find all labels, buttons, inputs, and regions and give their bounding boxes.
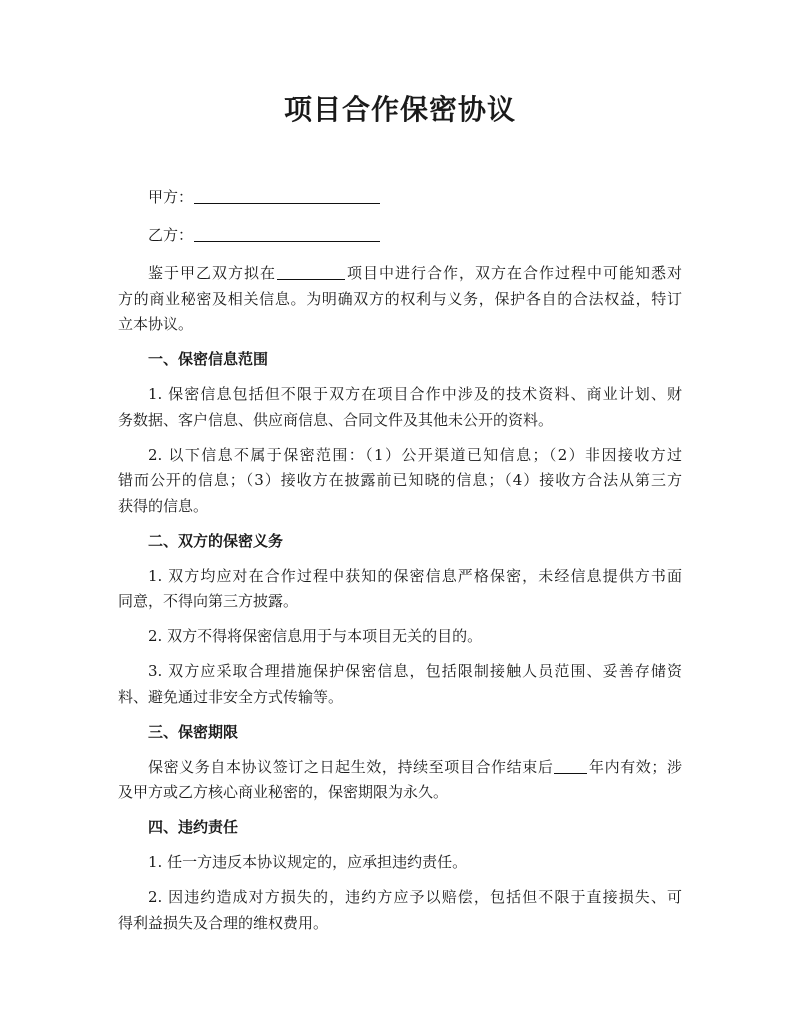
paragraph bbox=[118, 624, 682, 650]
text-segment: 鉴于甲乙双方拟在 bbox=[148, 264, 276, 282]
text-line bbox=[118, 624, 682, 650]
fill-in-blank[interactable] bbox=[277, 262, 345, 280]
text-line bbox=[118, 659, 682, 685]
party-label: 乙方： bbox=[148, 226, 194, 244]
text-segment: 三、保密期限 bbox=[148, 722, 239, 741]
text-line bbox=[118, 443, 682, 469]
text-segment: 立本协议。 bbox=[118, 315, 194, 333]
text-line bbox=[118, 589, 682, 615]
text-line bbox=[118, 468, 682, 494]
text-segment: 1. 双方均应对在合作过程中获知的保密信息严格保密，未经信息提供方书面 bbox=[148, 566, 682, 585]
paragraph bbox=[118, 261, 682, 338]
text-segment: 一、保密信息范围 bbox=[148, 350, 269, 368]
section-heading bbox=[118, 815, 682, 841]
text-line bbox=[118, 494, 682, 520]
fill-in-blank[interactable] bbox=[554, 756, 587, 774]
text-segment: 1. 任一方违反本协议规定的，应承担违约责任。 bbox=[148, 853, 468, 871]
text-segment: 错而公开的信息；（3）接收方在披露前已知晓的信息；（4）接收方合法从第三方 bbox=[118, 471, 682, 489]
paragraph bbox=[118, 755, 682, 806]
text-line bbox=[118, 720, 682, 746]
party-field bbox=[118, 185, 682, 211]
text-segment: 3. 双方应采取合理措施保护保密信息，包括限制接触人员范围、妥善存储资 bbox=[148, 662, 682, 680]
text-line bbox=[118, 780, 682, 806]
text-segment: 方的商业秘密及相关信息。为明确双方的权利与义务，保护各自的合法权益，特订 bbox=[118, 289, 682, 308]
text-line bbox=[118, 850, 682, 876]
paragraph bbox=[118, 443, 682, 520]
text-line bbox=[118, 408, 682, 434]
document-title: 项目合作保密协议 bbox=[283, 93, 516, 126]
fill-in-blank[interactable] bbox=[194, 224, 380, 242]
text-line bbox=[118, 911, 682, 937]
text-segment: 料、避免通过非安全方式传输等。 bbox=[118, 687, 344, 706]
text-segment: 同意，不得向第三方披露。 bbox=[118, 592, 299, 610]
text-segment: 保密义务自本协议签订之日起生效，持续至项目合作结束后 bbox=[148, 757, 554, 776]
text-segment: 2. 双方不得将保密信息用于与本项目无关的目的。 bbox=[148, 627, 483, 645]
section-heading bbox=[118, 347, 682, 373]
text-segment: 2. 以下信息不属于保密范围：（1）公开渠道已知信息；（2）非因接收方过 bbox=[148, 445, 682, 464]
text-segment: 务数据、客户信息、供应商信息、合同文件及其他未公开的资料。 bbox=[118, 410, 554, 429]
party-label: 甲方： bbox=[148, 188, 194, 206]
text-line bbox=[118, 312, 682, 338]
document-body bbox=[118, 185, 682, 946]
paragraph bbox=[118, 659, 682, 710]
paragraph bbox=[118, 382, 682, 433]
text-segment: 2. 因违约造成对方损失的，违约方应予以赔偿，包括但不限于直接损失、可 bbox=[148, 888, 682, 906]
text-segment: 年内有效；涉 bbox=[588, 757, 682, 776]
text-line bbox=[118, 382, 682, 408]
text-segment: 二、双方的保密义务 bbox=[148, 531, 284, 550]
section-heading bbox=[118, 720, 682, 746]
text-line bbox=[118, 564, 682, 590]
text-segment: 项目中进行合作，双方在合作过程中可能知悉对 bbox=[346, 264, 682, 282]
text-line bbox=[118, 223, 682, 249]
party-field bbox=[118, 223, 682, 249]
text-line bbox=[118, 287, 682, 313]
text-line bbox=[118, 755, 682, 781]
text-segment: 四、违约责任 bbox=[148, 818, 239, 836]
text-segment: 获得的信息。 bbox=[118, 496, 209, 515]
text-line bbox=[118, 261, 682, 287]
text-segment: 1. 保密信息包括但不限于双方在项目合作中涉及的技术资料、商业计划、财 bbox=[148, 385, 682, 403]
text-line bbox=[118, 885, 682, 911]
section-heading bbox=[118, 529, 682, 555]
paragraph bbox=[118, 885, 682, 936]
paragraph bbox=[118, 564, 682, 615]
text-line bbox=[118, 347, 682, 373]
paragraph bbox=[118, 850, 682, 876]
text-segment: 及甲方或乙方核心商业秘密的，保密期限为永久。 bbox=[118, 783, 449, 801]
text-line bbox=[118, 685, 682, 711]
text-segment: 得利益损失及合理的维权费用。 bbox=[118, 913, 329, 932]
fill-in-blank[interactable] bbox=[194, 186, 380, 204]
text-line bbox=[118, 529, 682, 555]
text-line bbox=[118, 815, 682, 841]
text-line bbox=[118, 185, 682, 211]
